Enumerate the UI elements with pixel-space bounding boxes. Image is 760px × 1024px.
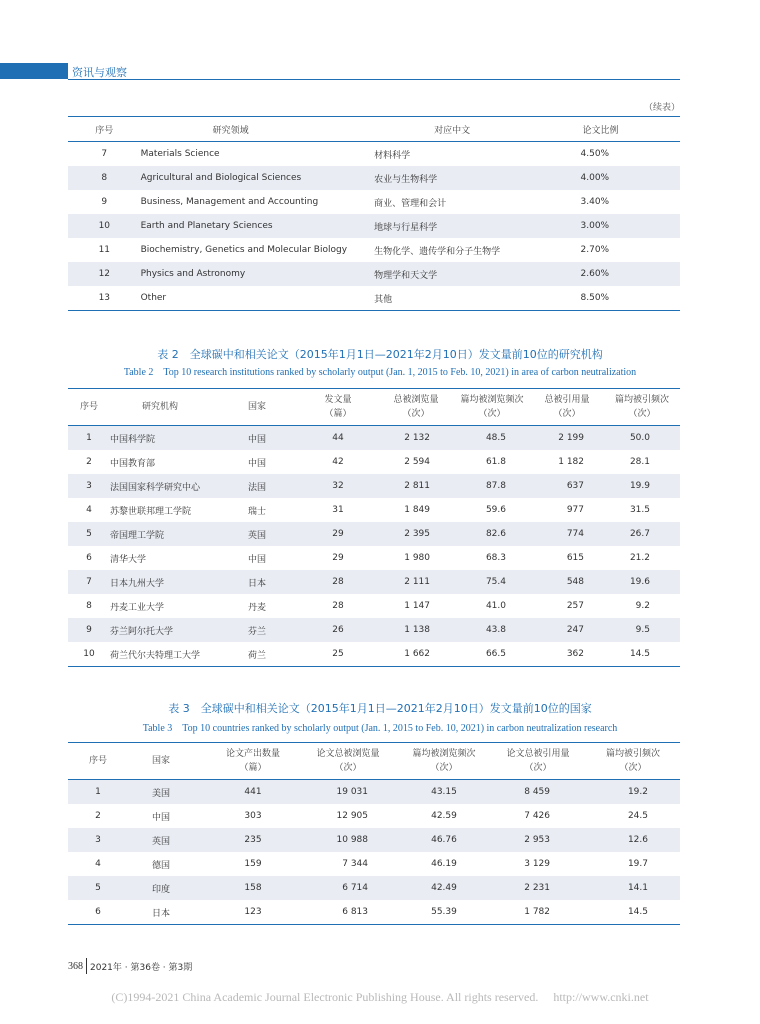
table-cell: 42.59 (431, 811, 457, 821)
page-footer (68, 958, 192, 974)
table-cell: 日本 (152, 908, 171, 919)
table-cell: 2 231 (490, 876, 586, 900)
table-cell: 68.3 (485, 553, 506, 563)
table-cell: 1 (68, 426, 110, 451)
table-cell: Agricultural and Biological Sciences (141, 166, 375, 190)
research-field-table (68, 116, 680, 311)
table-cell: Other (140, 293, 167, 303)
table-cell: 5 (68, 522, 110, 546)
table-cell: Biochemistry, Genetics and Molecular Biology (140, 245, 348, 255)
table-cell: 1 182 (558, 457, 584, 467)
table-cell: 19.7 (627, 859, 648, 869)
table-row (68, 900, 680, 925)
table-cell: 3 129 (524, 859, 550, 869)
table-cell: 44 (298, 426, 378, 451)
table-cell: 1 662 (404, 649, 430, 659)
table-cell: 1 782 (524, 907, 550, 917)
table-header-row (68, 743, 680, 780)
table-cell: 2 111 (378, 570, 454, 594)
table-cell: 2 132 (378, 426, 454, 451)
table-cell: 28.1 (629, 457, 650, 467)
table-cell: 11 (98, 245, 111, 255)
table-cell: 4.50% (580, 149, 610, 159)
table-cell: 丹麦 (248, 602, 267, 613)
table-cell: 4.00% (581, 166, 681, 190)
header-cell: 总被浏览量 （次） (378, 389, 454, 426)
table-row (68, 238, 680, 262)
table-cell: 29 (332, 553, 344, 563)
table-cell: 50.0 (604, 426, 680, 451)
table-header-row (68, 117, 680, 142)
table-cell: 362 (566, 649, 584, 659)
table-cell: 清华大学 (110, 554, 147, 565)
table-cell: 87.8 (454, 474, 530, 498)
table-cell: 1 980 (404, 553, 430, 563)
table-row (68, 618, 680, 642)
table-row (68, 498, 680, 522)
table-cell: 中国科学院 (110, 426, 248, 451)
table-cell: 8 (86, 601, 92, 611)
header-cell: 论文产出数量 （篇） (208, 743, 298, 780)
table-cell: 3.40% (580, 197, 610, 207)
table-cell: 瑞士 (248, 506, 267, 517)
table-cell: 9.5 (604, 618, 680, 642)
table-cell: 德国 (152, 860, 171, 871)
table-cell: 32 (298, 474, 378, 498)
table-row (68, 450, 680, 474)
table-row (68, 876, 680, 900)
table-cell: 商业、管理和会计 (374, 198, 447, 209)
continued-note: （续表） (643, 103, 680, 113)
table-cell: 生物化学、遗传学和分子生物学 (374, 246, 501, 257)
header-cell: 序号 (68, 117, 141, 142)
table-row (68, 474, 680, 498)
table-cell: 615 (566, 553, 584, 563)
table-cell: 26.7 (604, 522, 680, 546)
table-cell: 3 (68, 828, 128, 852)
table-cell: 印度 (128, 876, 208, 900)
header-cell: 序号 (68, 743, 128, 780)
table-cell: 6 813 (342, 907, 368, 917)
table-cell: 2 395 (378, 522, 454, 546)
header-cell: 篇均被引频次 （次） (586, 743, 680, 780)
header-cell: 对应中文 (374, 117, 580, 142)
table-cell: 法国 (248, 474, 298, 498)
table-cell: 1 (68, 780, 128, 805)
table-cell: 46.19 (431, 859, 457, 869)
table-cell: 66.5 (485, 649, 506, 659)
table-cell: 12.6 (586, 828, 680, 852)
table-cell: 10 988 (298, 828, 398, 852)
table-cell: 257 (566, 601, 584, 611)
table-row (68, 828, 680, 852)
table-cell: 548 (530, 570, 604, 594)
table-cell: 9 (68, 618, 110, 642)
footer-divider (86, 958, 87, 974)
header-cell: 篇均被浏览频次 （次） (454, 389, 530, 426)
table-row (68, 214, 680, 238)
table-cell: 荷兰 (248, 650, 267, 661)
countries-table (68, 742, 680, 925)
table3-caption-en: Table 3 Top 10 countries ranked by scholarly output (Jan. 1, 2015 to Feb. 10, 2021) in carbon neutralization research (142, 723, 618, 734)
table-cell: 6 714 (298, 876, 398, 900)
table-cell: 43.8 (454, 618, 530, 642)
issue-info: 2021年 · 第36卷 · 第3期 (90, 962, 193, 973)
table-cell: 13 (98, 293, 111, 303)
table-cell: 31 (332, 505, 344, 515)
table-cell: 7 (101, 149, 108, 159)
table-cell: 4 (95, 859, 101, 869)
table-cell: 26 (298, 618, 378, 642)
table-cell: 美国 (128, 780, 208, 805)
table-cell: 4 (86, 505, 92, 515)
table-cell: 25 (332, 649, 344, 659)
table-cell: 12 (68, 262, 141, 286)
table-cell: 28 (298, 570, 378, 594)
table-cell: 14.5 (627, 907, 648, 917)
table-cell: 材料科学 (374, 150, 411, 161)
table-row (68, 570, 680, 594)
table-cell: 2 (86, 457, 92, 467)
table-cell: 农业与生物科学 (374, 166, 580, 190)
table-cell: 2 811 (378, 474, 454, 498)
header-cell: 研究机构 (110, 389, 248, 426)
table-cell: 31.5 (629, 505, 650, 515)
table2-caption-en: Table 2 Top 10 research institutions ranked by scholarly output (Jan. 1, 2015 to Feb. 10, 2021) in area of carbon neutralization (123, 367, 637, 378)
table-cell: 7 344 (342, 859, 368, 869)
table-row (68, 262, 680, 286)
table-cell: 2 199 (530, 426, 604, 451)
table-cell: 19.2 (586, 780, 680, 805)
table-cell: 9.2 (635, 601, 650, 611)
table-cell: Physics and Astronomy (141, 262, 375, 286)
table-cell: 7 426 (524, 811, 550, 821)
table-cell: 2 (95, 811, 101, 821)
table2-caption-cn: 表 2 全球碳中和相关论文（2015年1月1日—2021年2月10日）发文量前10位的研究机构 (157, 348, 603, 361)
table-row (68, 852, 680, 876)
table-cell: 19.9 (604, 474, 680, 498)
table-cell: 中国教育部 (110, 458, 156, 469)
table-cell: 日本 (248, 570, 298, 594)
table-cell: 中国 (248, 554, 267, 565)
table-cell: 235 (208, 828, 298, 852)
table-cell: 丹麦工业大学 (110, 602, 165, 613)
table-cell: 123 (244, 907, 262, 917)
table-cell: 59.6 (485, 505, 506, 515)
header-cell: 论文总被浏览量 （次） (298, 743, 398, 780)
table-cell: 7 (68, 570, 110, 594)
table-cell: 19 031 (298, 780, 398, 805)
table-cell: 12 905 (336, 811, 368, 821)
table-cell: 42 (332, 457, 344, 467)
header-divider (68, 79, 680, 80)
table-cell: 10 (68, 214, 141, 238)
header-cell: 国家 (248, 389, 298, 426)
header-cell: 研究领域 (141, 117, 375, 142)
institutions-table (68, 388, 680, 667)
table-cell: 英国 (128, 828, 208, 852)
page-number: 368 (68, 960, 83, 972)
table-cell: 荷兰代尔夫特理工大学 (110, 650, 201, 661)
table-cell: 303 (244, 811, 262, 821)
header-cell: 篇均被浏览频次 （次） (398, 743, 490, 780)
table-cell: 82.6 (454, 522, 530, 546)
table-cell: 19.6 (604, 570, 680, 594)
table-row (68, 594, 680, 618)
table-cell: 2.60% (581, 262, 681, 286)
table-cell: 43.15 (398, 780, 490, 805)
table-cell: 10 (83, 649, 95, 659)
header-accent-band (0, 63, 68, 79)
table-row (68, 804, 680, 828)
table-cell: 159 (244, 859, 262, 869)
table-cell: 977 (566, 505, 584, 515)
table-cell: 1 849 (404, 505, 430, 515)
table-cell: 2 953 (490, 828, 586, 852)
table-cell: 1 138 (378, 618, 454, 642)
header-cell: 论文比例 (581, 117, 681, 142)
copyright-watermark: (C)1994-2021 China Academic Journal Electronic Publishing House. All rights reserved. http://www.cnki.net (111, 990, 649, 1004)
table-cell: 芬兰 (248, 618, 298, 642)
table-cell: 8 (68, 166, 141, 190)
table-row (68, 142, 680, 167)
table-cell: 中国 (248, 426, 298, 451)
table-row (68, 166, 680, 190)
table-cell: 日本九州大学 (110, 570, 248, 594)
table-cell: 8.50% (580, 293, 610, 303)
table-cell: 774 (530, 522, 604, 546)
table-cell: 441 (208, 780, 298, 805)
table-cell: 42.49 (398, 876, 490, 900)
table-cell: 8 459 (490, 780, 586, 805)
table-cell: 法国国家科学研究中心 (110, 474, 248, 498)
table-cell: 6 (95, 907, 101, 917)
table-cell: 75.4 (454, 570, 530, 594)
table-cell: 46.76 (398, 828, 490, 852)
table-cell: 物理学和天文学 (374, 262, 580, 286)
table-cell: 2.70% (580, 245, 610, 255)
table-cell: Earth and Planetary Sciences (141, 214, 375, 238)
table-cell: 29 (298, 522, 378, 546)
table-cell: 24.5 (627, 811, 648, 821)
table-cell: 英国 (248, 522, 298, 546)
header-cell: 国家 (128, 743, 208, 780)
header-cell: 总被引用量 （次） (530, 389, 604, 426)
table-row (68, 780, 680, 805)
table-cell: 14.1 (586, 876, 680, 900)
table-cell: 2 594 (404, 457, 430, 467)
table-cell: 158 (208, 876, 298, 900)
header-cell: 论文总被引用量 （次） (490, 743, 586, 780)
table-cell: 28 (332, 601, 344, 611)
table-cell: 9 (101, 197, 108, 207)
table-cell: 苏黎世联邦理工学院 (110, 506, 192, 517)
table-cell: Materials Science (140, 149, 220, 159)
table-cell: 其他 (374, 294, 393, 305)
table-cell: Business, Management and Accounting (140, 197, 319, 207)
header-cell: 发文量 （篇） (298, 389, 378, 426)
table-cell: 中国 (248, 458, 267, 469)
table-cell: 21.2 (629, 553, 650, 563)
table-row (68, 546, 680, 570)
table-cell: 帝国理工学院 (110, 522, 248, 546)
table-cell: 14.5 (629, 649, 650, 659)
table-cell: 3 (68, 474, 110, 498)
table-cell: 6 (86, 553, 92, 563)
table3-caption-cn: 表 3 全球碳中和相关论文（2015年1月1日—2021年2月10日）发文量前10位的国家 (168, 702, 592, 715)
table-row (68, 426, 680, 451)
table-cell: 55.39 (431, 907, 457, 917)
table-cell: 637 (530, 474, 604, 498)
header-cell: 序号 (68, 389, 110, 426)
table-cell: 1 147 (404, 601, 430, 611)
section-title: 资讯与观察 (72, 66, 127, 79)
table-cell: 61.8 (485, 457, 506, 467)
table-cell: 3.00% (581, 214, 681, 238)
table-header-row (68, 389, 680, 426)
table-cell: 247 (530, 618, 604, 642)
table-row (68, 190, 680, 214)
table-cell: 芬兰阿尔托大学 (110, 618, 248, 642)
table-cell: 地球与行星科学 (374, 214, 580, 238)
table-row (68, 286, 680, 311)
table-cell: 48.5 (454, 426, 530, 451)
table-row (68, 522, 680, 546)
table-row (68, 642, 680, 667)
table-cell: 中国 (152, 812, 171, 823)
table-cell: 5 (68, 876, 128, 900)
header-cell: 篇均被引频次 （次） (604, 389, 680, 426)
table-cell: 41.0 (485, 601, 506, 611)
